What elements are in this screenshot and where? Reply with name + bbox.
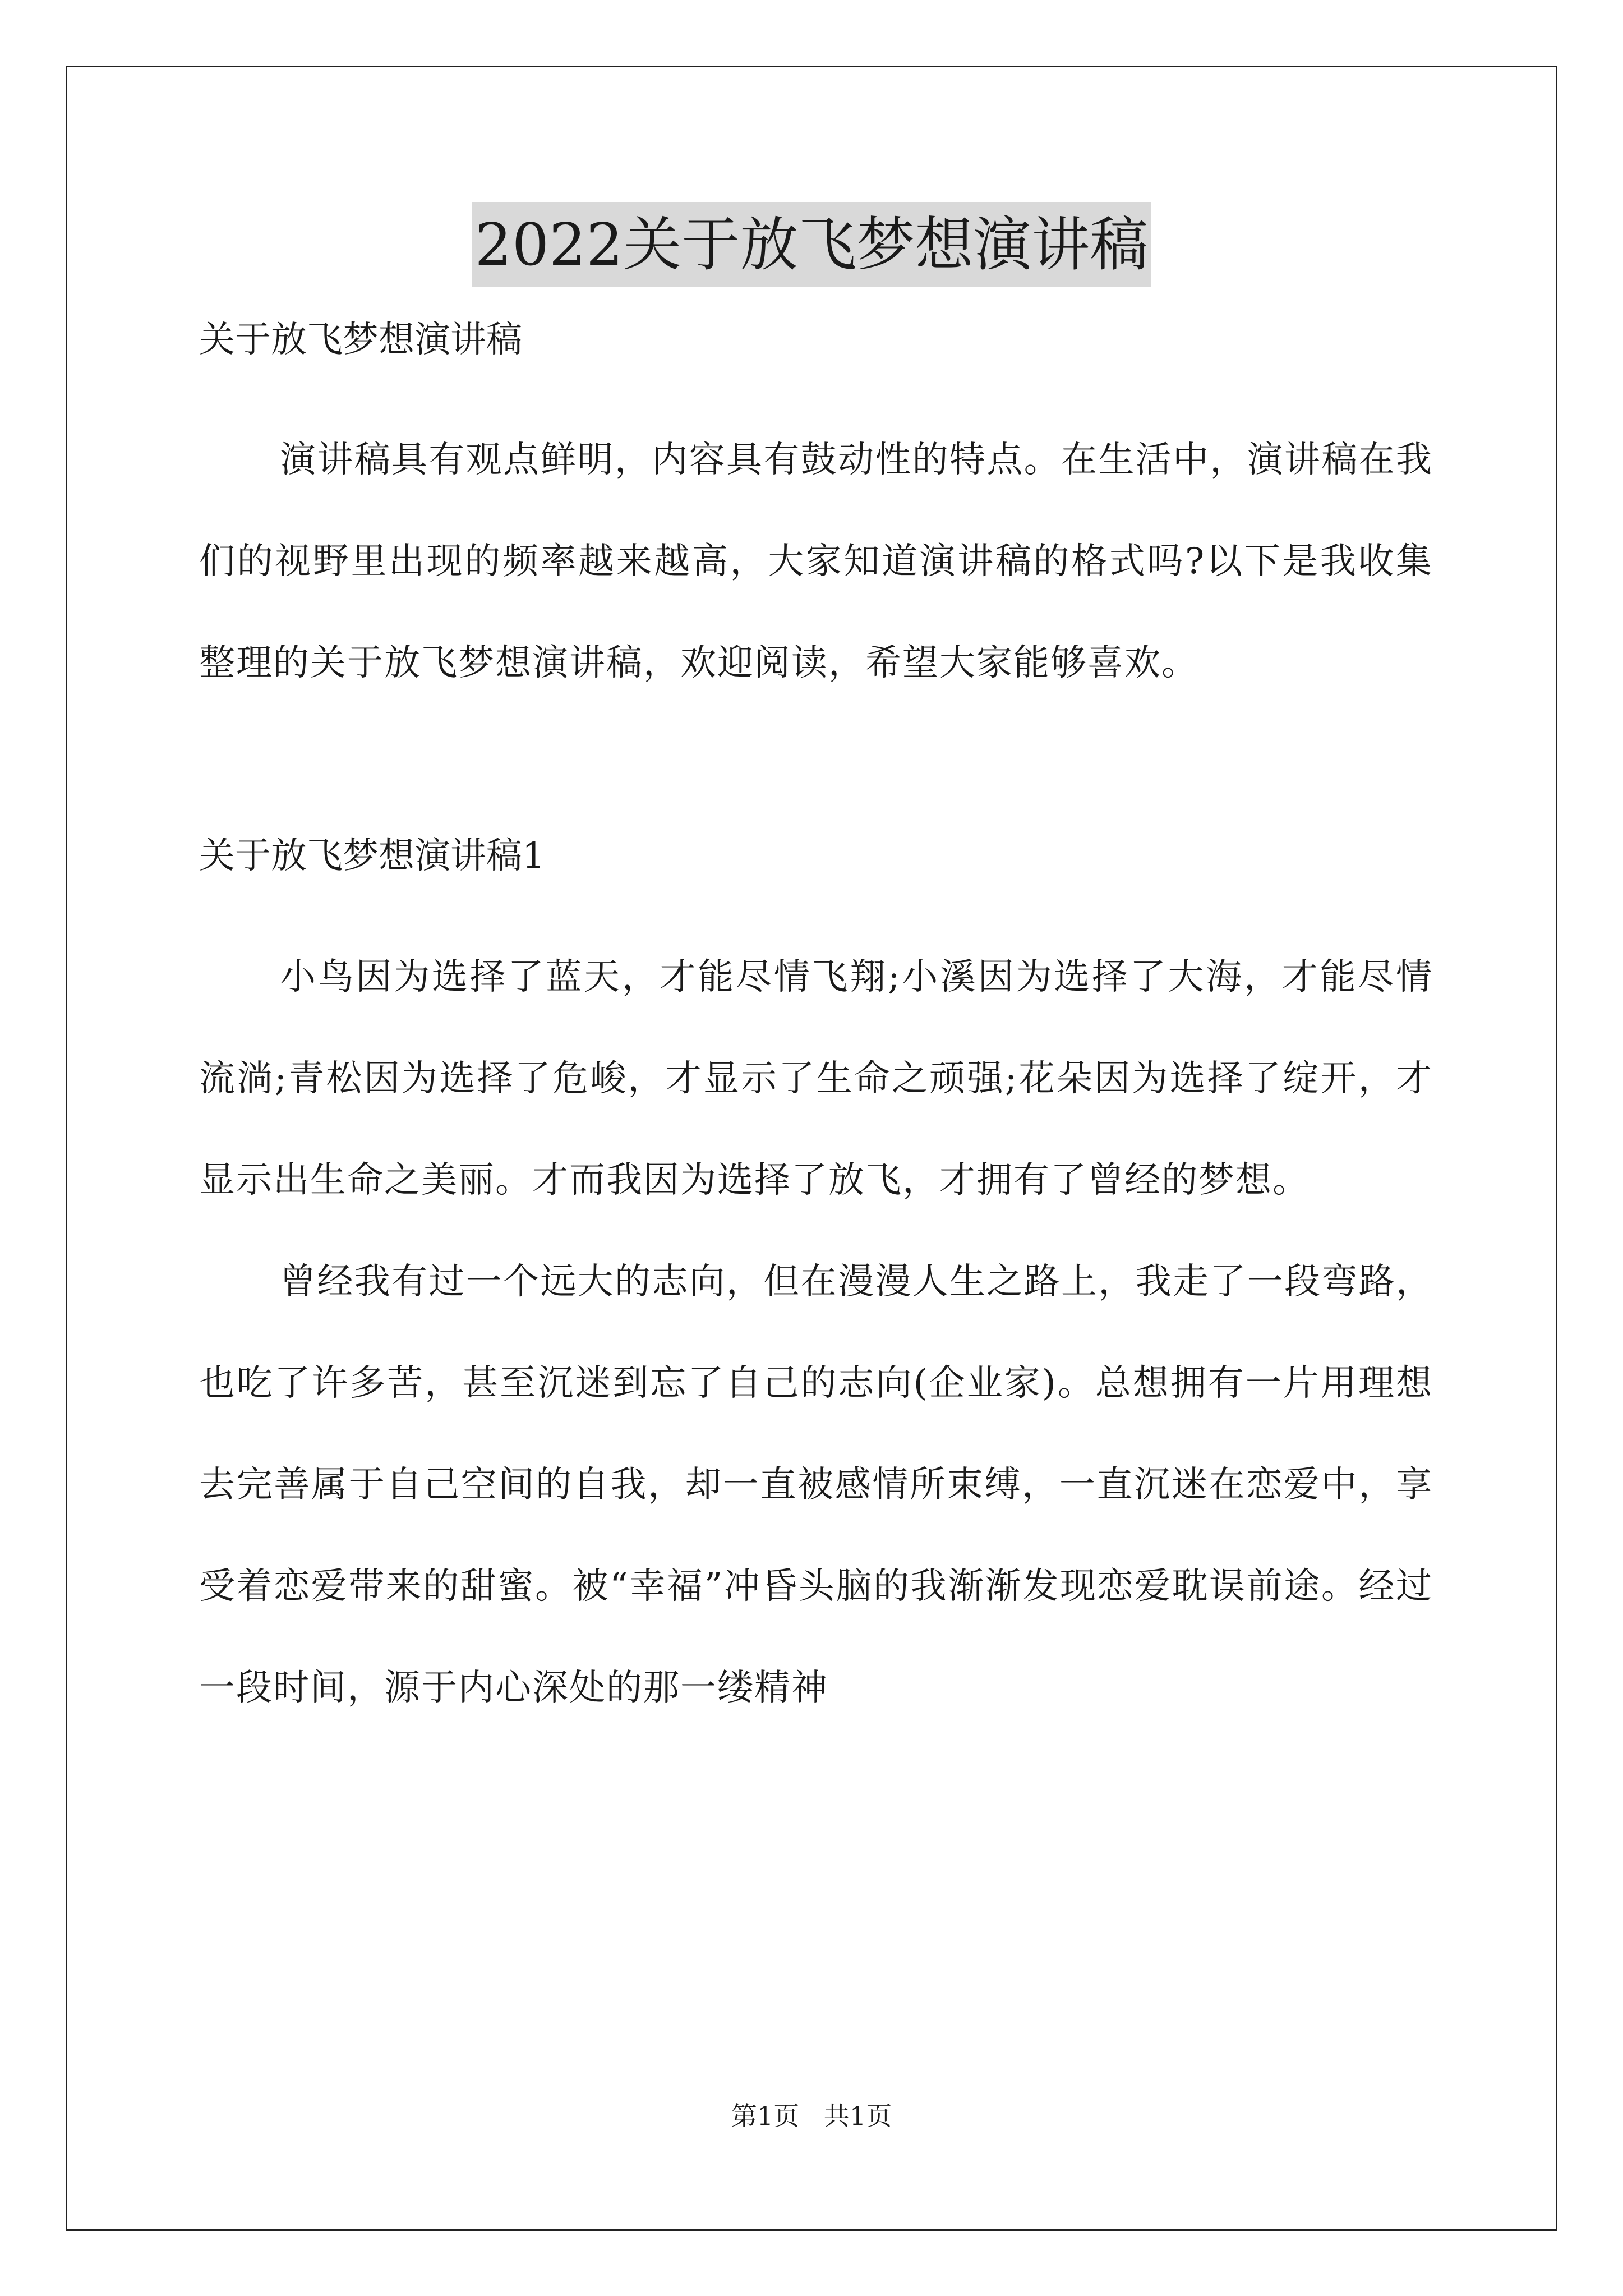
section-heading-intro: 关于放飞梦想演讲稿 [199, 319, 522, 361]
document-title: 2022关于放飞梦想演讲稿 [472, 202, 1152, 287]
paragraph-intro: 演讲稿具有观点鲜明，内容具有鼓动性的特点。在生活中，演讲稿在我们的视野里出现的频率越来越高，大家知道演讲稿的格式吗?以下是我收集整理的关于放飞梦想演讲稿，欢迎阅读，希望大家能够喜欢。 [199, 439, 1433, 684]
paragraph-speech-1-b: 曾经我有过一个远大的志向，但在漫漫人生之路上，我走了一段弯路，也吃了许多苦，甚至沉迷到忘了自己的志向(企业家)。总想拥有一片用理想去完善属于自己空间的自我，却一直被感情所束缚，一直沉迷在恋爱中，享受着恋爱带来的甜蜜。被“幸福”冲昏头脑的我渐渐发现恋爱耽误前途。经过一段时间，源于内心深处的那一缕精神 [199, 1261, 1433, 1709]
paragraph-speech-1-a: 小鸟因为选择了蓝天，才能尽情飞翔;小溪因为选择了大海，才能尽情流淌;青松因为选择了危峻，才显示了生命之顽强;花朵因为选择了绽开，才显示出生命之美丽。才而我因为选择了放飞，才拥有了曾经的梦想。 [199, 956, 1433, 1201]
title-container [0, 202, 1623, 287]
document-body [199, 314, 1433, 1739]
section-heading-speech-1: 关于放飞梦想演讲稿1 [199, 835, 545, 877]
page-footer: 第1页 共1页 [731, 2101, 892, 2131]
